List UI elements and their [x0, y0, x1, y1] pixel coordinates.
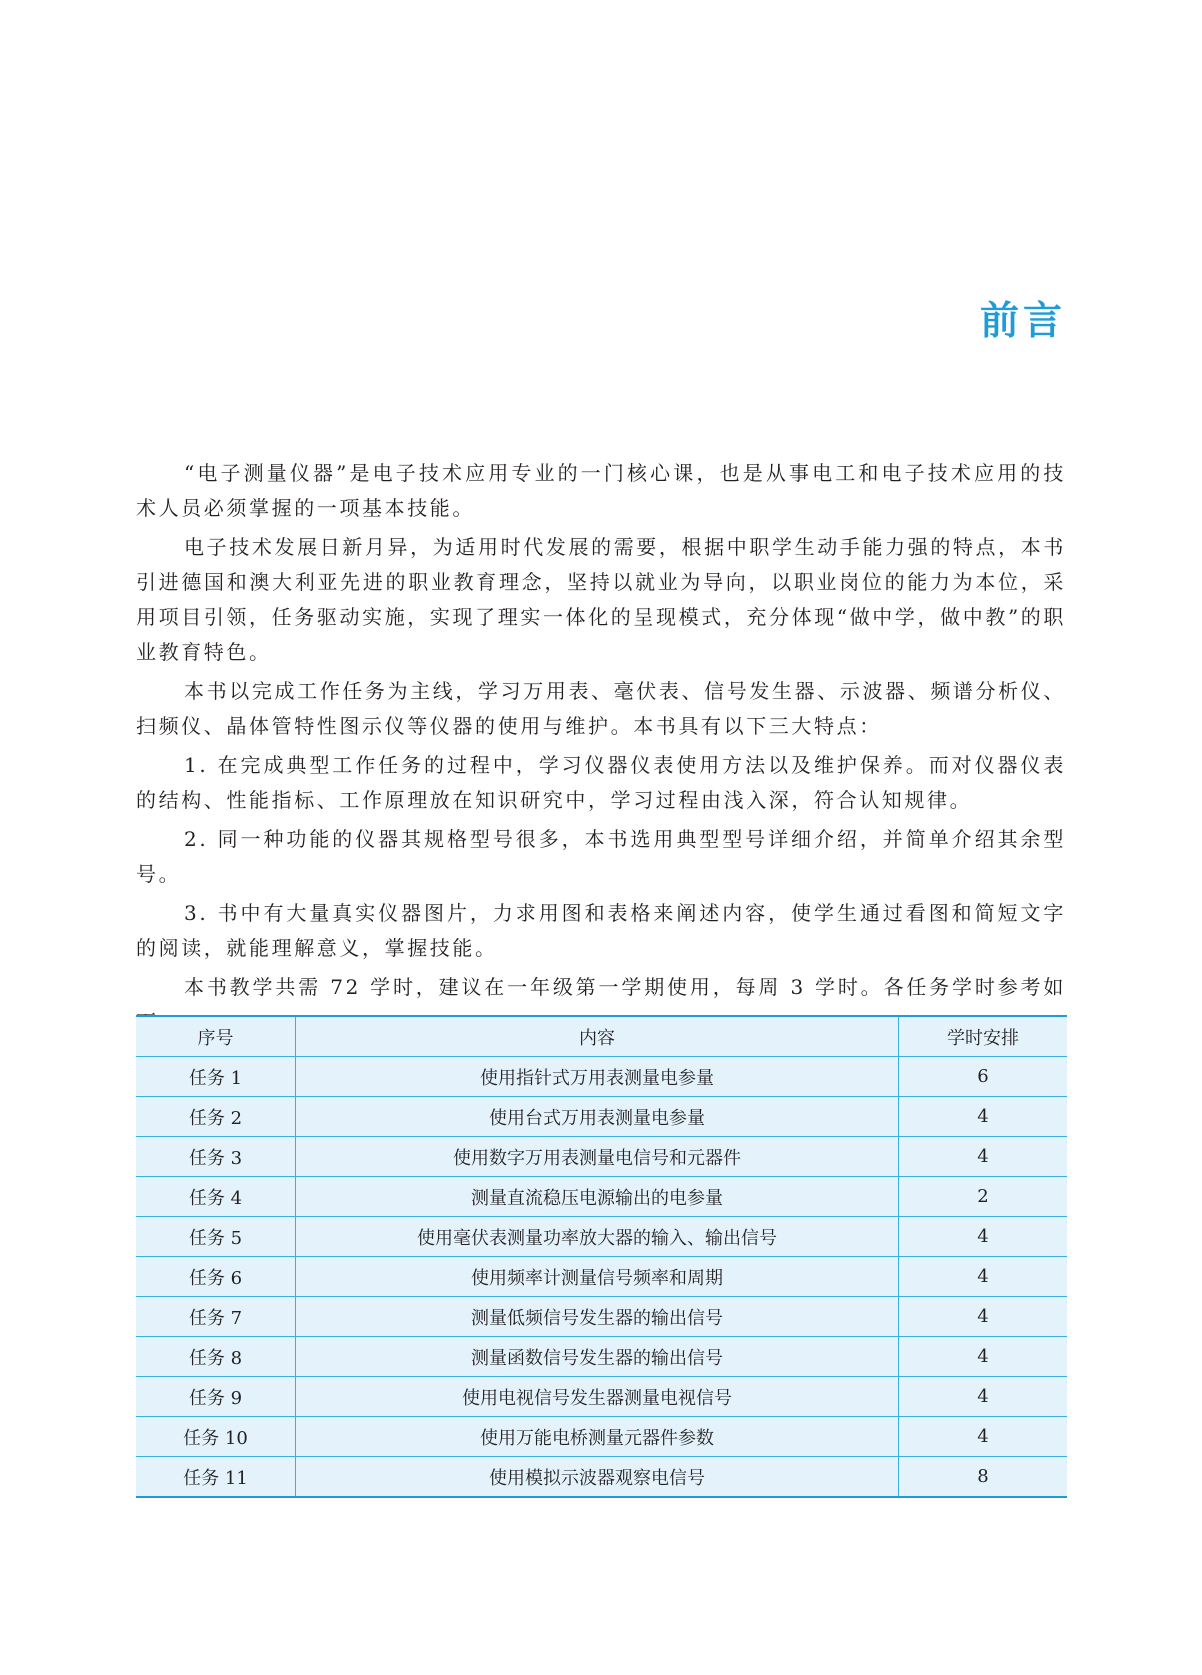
- table-row: [136, 1337, 1067, 1377]
- task-hours: 2: [899, 1177, 1068, 1217]
- task-content: 使用毫伏表测量功率放大器的输入、输出信号: [296, 1217, 899, 1257]
- table-row: [136, 1457, 1067, 1498]
- task-hours: 4: [899, 1337, 1068, 1377]
- task-hours: 4: [899, 1417, 1068, 1457]
- task-number: 任务 3: [136, 1137, 296, 1177]
- paragraph: 3. 书中有大量真实仪器图片，力求用图和表格来阐述内容，使学生通过看图和简短文字的阅读，就能理解意义，掌握技能。: [136, 901, 1066, 960]
- task-hours: 4: [899, 1377, 1068, 1417]
- task-content: 测量低频信号发生器的输出信号: [296, 1297, 899, 1337]
- paragraph: 本书教学共需 72 学时，建议在一年级第一学期使用，每周 3 学时。各任务学时参考如: [184, 975, 1066, 999]
- task-content: 使用指针式万用表测量电参量: [296, 1057, 899, 1097]
- task-content: 测量直流稳压电源输出的电参量: [296, 1177, 899, 1217]
- task-number: 任务 4: [136, 1177, 296, 1217]
- table-row: [136, 1137, 1067, 1177]
- paragraph: 2. 同一种功能的仪器其规格型号很多，本书选用典型型号详细介绍，并简单介绍其余型号。: [136, 827, 1066, 886]
- page-title: 前言: [979, 299, 1066, 344]
- task-content: 使用数字万用表测量电信号和元器件: [296, 1137, 899, 1177]
- header-hours: 学时安排: [899, 1016, 1068, 1057]
- paragraph: 本书以完成工作任务为主线，学习万用表、毫伏表、信号发生器、示波器、频谱分析仪、扫频仪、晶体管特性图示仪等仪器的使用与维护。本书具有以下三大特点：: [136, 679, 1066, 738]
- task-content: 使用台式万用表测量电参量: [296, 1097, 899, 1137]
- task-number: 任务 5: [136, 1217, 296, 1257]
- task-number: 任务 7: [136, 1297, 296, 1337]
- table-row: [136, 1377, 1067, 1417]
- task-hours: 6: [899, 1057, 1068, 1097]
- task-number: 任务 6: [136, 1257, 296, 1297]
- table-row: [136, 1177, 1067, 1217]
- task-number: 任务 9: [136, 1377, 296, 1417]
- header-content: 内容: [296, 1016, 899, 1057]
- table-row: [136, 1417, 1067, 1457]
- task-number: 任务 10: [136, 1417, 296, 1457]
- task-content: 使用电视信号发生器测量电视信号: [296, 1377, 899, 1417]
- task-hours-table: [136, 1015, 1067, 1498]
- task-hours: 4: [899, 1097, 1068, 1137]
- paragraph: “电子测量仪器”是电子技术应用专业的一门核心课，也是从事电工和电子技术应用的技术人员必须掌握的一项基本技能。: [136, 461, 1066, 520]
- table-row: [136, 1097, 1067, 1137]
- task-number: 任务 8: [136, 1337, 296, 1377]
- task-hours: 4: [899, 1137, 1068, 1177]
- preface-body: [136, 456, 1066, 1044]
- task-hours: 4: [899, 1257, 1068, 1297]
- table-row: [136, 1057, 1067, 1097]
- task-content: 使用频率计测量信号频率和周期: [296, 1257, 899, 1297]
- table-header-row: [136, 1016, 1067, 1057]
- task-content: 使用万能电桥测量元器件参数: [296, 1417, 899, 1457]
- paragraph: 电子技术发展日新月异，为适用时代发展的需要，根据中职学生动手能力强的特点，本书引进德国和澳大利亚先进的职业教育理念，坚持以就业为导向，以职业岗位的能力为本位，采用项目引领，任务驱动实施，实现了理实一体化的呈现模式，充分体现“做中学，做中教”的职业教育特色。: [136, 535, 1066, 664]
- task-hours: 8: [899, 1457, 1068, 1498]
- table-row: [136, 1217, 1067, 1257]
- task-hours: 4: [899, 1297, 1068, 1337]
- paragraph: 1. 在完成典型工作任务的过程中，学习仪器仪表使用方法以及维护保养。而对仪器仪表的结构、性能指标、工作原理放在知识研究中，学习过程由浅入深，符合认知规律。: [136, 753, 1066, 812]
- task-number: 任务 1: [136, 1057, 296, 1097]
- task-content: 测量函数信号发生器的输出信号: [296, 1337, 899, 1377]
- task-number: 任务 11: [136, 1457, 296, 1498]
- header-serial-number: 序号: [136, 1016, 296, 1057]
- task-content: 使用模拟示波器观察电信号: [296, 1457, 899, 1498]
- table-row: [136, 1297, 1067, 1337]
- table-row: [136, 1257, 1067, 1297]
- task-hours: 4: [899, 1217, 1068, 1257]
- task-number: 任务 2: [136, 1097, 296, 1137]
